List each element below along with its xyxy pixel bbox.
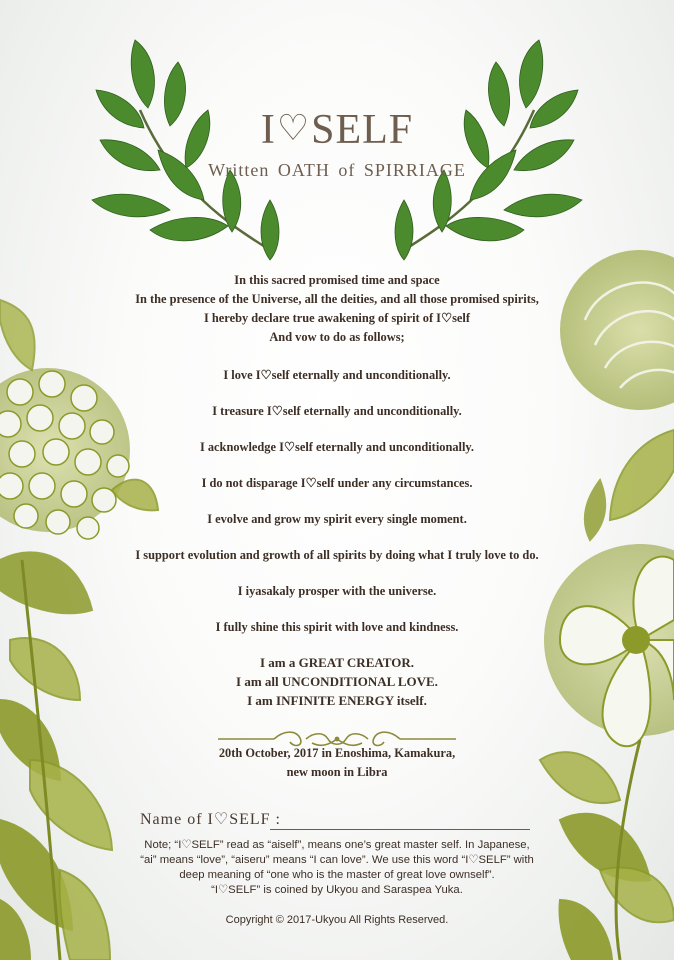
note-line: Note; “I♡SELF” read as “aiself”, means one’s great master self. In Japanese, [144,839,530,851]
affirmation-line: I am INFINITE ENERGY itself. [247,693,427,708]
note-line: deep meaning of “one who is the master of great love ownself”. [179,869,495,881]
affirmation-line: I am a GREAT CREATOR. [260,655,414,670]
vow-item: I iyasakaly prosper with the universe. [237,584,437,598]
footnote [80,838,594,898]
vow-item: I do not disparage I♡self under any circumstances. [201,476,473,490]
vow-item: I fully shine this spirit with love and kindness. [215,620,459,634]
note-line: “ai” means “love”, “aiseru” means “I can love”. We use this word “I♡SELF” with [140,854,534,866]
vow-list [60,366,614,654]
date-line: new moon in Libra [286,765,388,779]
vow-item: I acknowledge I♡self eternally and unconditionally. [199,440,475,454]
name-signature-line [270,829,530,830]
heart-icon: ♡ [276,108,311,148]
vow-item: I treasure I♡self eternally and unconditionally. [212,404,462,418]
intro-line: In the presence of the Universe, all the deities, and all those promised spirits, [135,292,539,306]
vow-item: I support evolution and growth of all spirits by doing what I truly love to do. [135,548,539,562]
title-suffix: SELF [311,107,414,153]
title-prefix: I [260,107,276,153]
affirmations [60,653,614,710]
page-subtitle: Written OATH of SPIRRIAGE [208,160,466,180]
oath-intro [60,271,614,347]
copyright: Copyright © 2017-Ukyou All Rights Reserved. [225,914,449,926]
intro-line: In this sacred promised time and space [234,273,440,287]
oath-date [60,744,614,782]
name-label: Name of I♡SELF : [140,811,281,828]
vow-item: I evolve and grow my spirit every single moment. [207,512,467,526]
intro-line: I hereby declare true awakening of spirit of I♡self [203,311,470,325]
note-line: “I♡SELF” is coined by Ukyou and Saraspea Yuka. [211,884,463,896]
date-line: 20th October, 2017 in Enoshima, Kamakura, [218,746,456,760]
page-title [0,106,674,154]
intro-line: And vow to do as follows; [269,330,405,344]
vow-item: I love I♡self eternally and unconditionally. [223,368,451,382]
affirmation-line: I am all UNCONDITIONAL LOVE. [236,674,438,689]
